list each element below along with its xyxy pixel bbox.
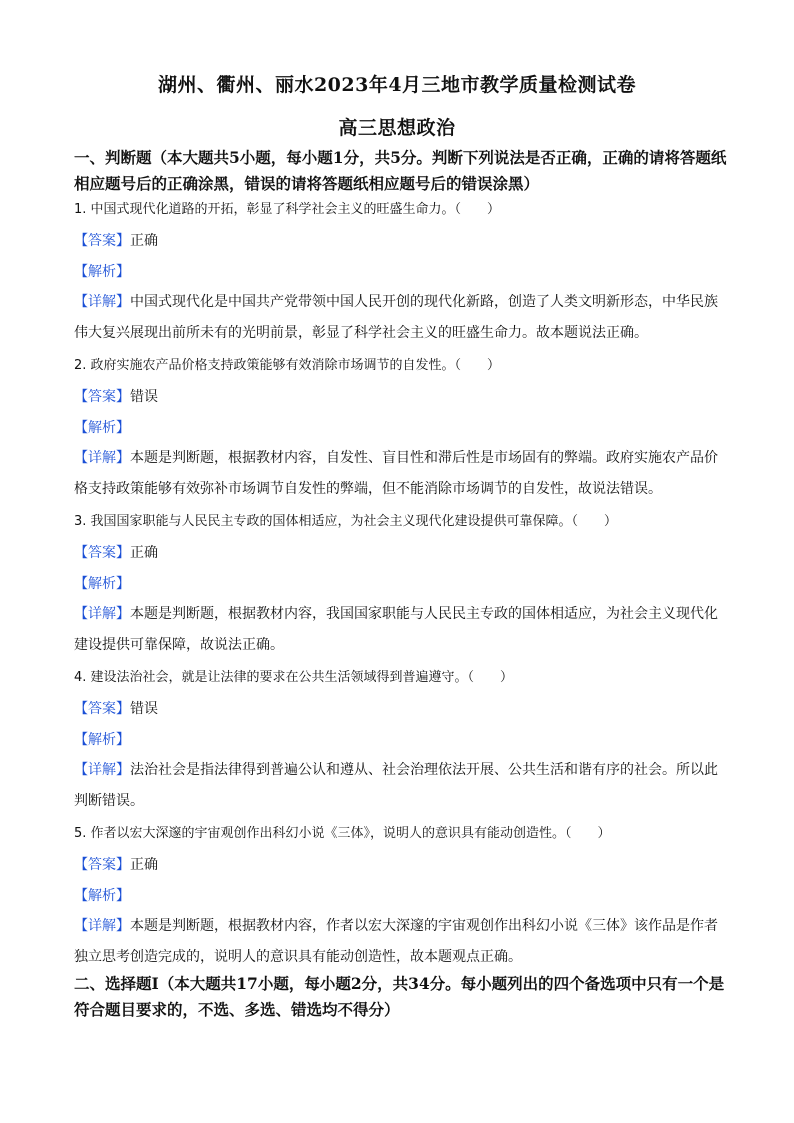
answer-row xyxy=(74,544,724,562)
analysis-row xyxy=(74,731,724,749)
detail-text: 本题是判断题，根据教材内容，自发性、盲目性和滞后性是市场固有的弊端。政府实施农产品价格支持政策能够有效弥补市场调节自发性的弊端，但不能消除市场调节的自发性，故说法错误。 xyxy=(74,450,718,497)
subject-title: 高三思想政治 xyxy=(338,117,456,139)
question-stem: 5. 作者以宏大深邃的宇宙观创作出科幻小说《三体》，说明人的意识具有能动创造性。（ ） xyxy=(74,826,611,841)
answer-value: 错误 xyxy=(130,389,158,405)
answer-value: 正确 xyxy=(130,233,158,249)
answer-label: 【答案】 xyxy=(74,701,130,717)
answer-row xyxy=(74,700,724,718)
analysis-label: 【解析】 xyxy=(74,264,130,280)
analysis-label: 【解析】 xyxy=(74,576,130,592)
detail-label: 【详解】 xyxy=(74,294,130,310)
answer-row xyxy=(74,856,724,874)
detail-text: 法治社会是指法律得到普遍公认和遵从、社会治理依法开展、公共生活和谐有序的社会。所以此判断错误。 xyxy=(74,762,718,809)
answer-label: 【答案】 xyxy=(74,389,130,405)
detail-text: 本题是判断题，根据教材内容，作者以宏大深邃的宇宙观创作出科幻小说《三体》该作品是作者独立思考创造完成的，说明人的意识具有能动创造性，故本题观点正确。 xyxy=(74,918,718,965)
analysis-row xyxy=(74,887,724,905)
section-choice-heading: 二、选择题Ⅰ（本大题共17小题，每小题2分，共34分。每小题列出的四个备选项中只有一个是符合题目要求的，不选、多选、错选均不得分） xyxy=(74,974,725,1019)
question-stem: 3. 我国国家职能与人民民主专政的国体相适应，为社会主义现代化建设提供可靠保障。（ ） xyxy=(74,514,618,529)
answer-label: 【答案】 xyxy=(74,545,130,561)
answer-row xyxy=(74,388,724,406)
detail-row xyxy=(74,911,724,973)
answer-value: 正确 xyxy=(130,857,158,873)
analysis-row xyxy=(74,263,724,281)
answer-value: 错误 xyxy=(130,701,158,717)
analysis-label: 【解析】 xyxy=(74,888,130,904)
answer-label: 【答案】 xyxy=(74,233,130,249)
detail-row xyxy=(74,755,724,817)
exam-title: 湖州、衢州、丽水2023年4月三地市教学质量检测试卷 xyxy=(157,74,637,96)
answer-row xyxy=(74,232,724,250)
question-stem: 1. 中国式现代化道路的开拓，彰显了科学社会主义的旺盛生命力。（ ） xyxy=(74,202,501,217)
section-judge-heading: 一、判断题（本大题共5小题，每小题1分，共5分。判断下列说法是否正确，正确的请将答题纸相应题号后的正确涂黑，错误的请将答题纸相应题号后的错误涂黑） xyxy=(74,148,727,193)
analysis-row xyxy=(74,575,724,593)
answer-value: 正确 xyxy=(130,545,158,561)
question-stem: 4. 建设法治社会，就是让法律的要求在公共生活领域得到普遍遵守。（ ） xyxy=(74,670,514,685)
detail-row xyxy=(74,599,724,661)
detail-text: 本题是判断题，根据教材内容，我国国家职能与人民民主专政的国体相适应，为社会主义现代化建设提供可靠保障，故说法正确。 xyxy=(74,606,718,653)
detail-text: 中国式现代化是中国共产党带领中国人民开创的现代化新路，创造了人类文明新形态，中华民族伟大复兴展现出前所未有的光明前景，彰显了科学社会主义的旺盛生命力。故本题说法正确。 xyxy=(74,294,718,341)
question-stem: 2. 政府实施农产品价格支持政策能够有效消除市场调节的自发性。（ ） xyxy=(74,358,501,373)
detail-label: 【详解】 xyxy=(74,450,130,466)
analysis-label: 【解析】 xyxy=(74,420,130,436)
answer-label: 【答案】 xyxy=(74,857,130,873)
detail-row xyxy=(74,287,724,349)
detail-row xyxy=(74,443,724,505)
detail-label: 【详解】 xyxy=(74,606,130,622)
analysis-row xyxy=(74,419,724,437)
detail-label: 【详解】 xyxy=(74,762,130,778)
detail-label: 【详解】 xyxy=(74,918,130,934)
analysis-label: 【解析】 xyxy=(74,732,130,748)
